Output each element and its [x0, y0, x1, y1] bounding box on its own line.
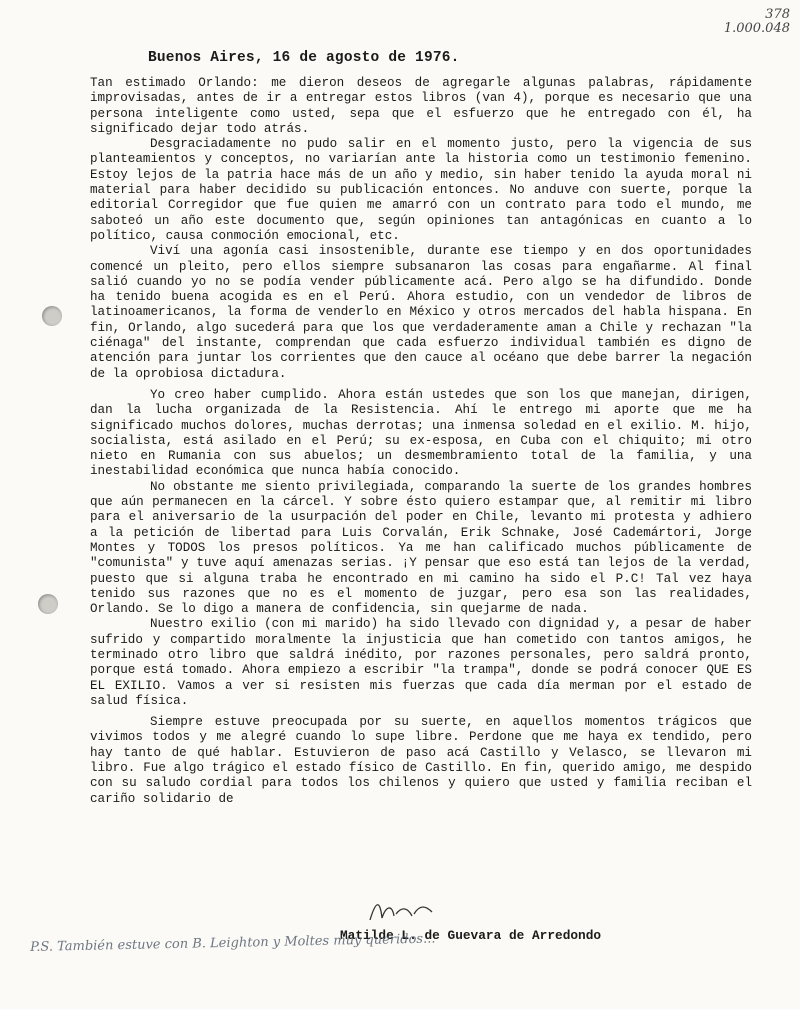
letter-paragraph: Siempre estuve preocupada por su suerte, en aquellos momentos trágicos que vivimos todos y me alegré cuando lo supe libre. Perdone que me haya ex tendido, pero hay tanto de qué hablar. Estuvieron de paso acá Castillo y Velasco, se llevaron mi libro. Fue algo trágico el estado físico de Castillo. En fin, querido amigo, me despido con su saludo cordial para todos los chilenos y quiero que usted y familia reciban el cariño solidario de — [90, 715, 752, 806]
handwritten-postscript: P.S. También estuve con B. Leighton y Moltes muy queridos... — [30, 931, 436, 955]
letter-body — [90, 76, 752, 807]
punch-hole — [42, 306, 62, 326]
letter-paragraph: Viví una agonía casi insostenible, durante ese tiempo y en dos oportunidades comencé un pleito, pero ellos siempre subsanaron las cosas para engañarme. Al final salió cuando yo no se podía vender públicamente acá. Pero algo se ha difundido. Donde ha tenido buena acogida es en el Perú. Ahora estudio, con un vendedor de libros de latinoamericanos, la forma de venderlo en México y otros mercados del habla hispana. En fin, Orlando, algo sucederá para que los que verdaderamente aman a Chile y rechazan "la ciénaga" del instante, comprendan que cada esfuerzo individual también es digno de atención para juntar los corrientes que den cauce al océano que debe barrer la negación de la oprobiosa dictadura. — [90, 244, 752, 381]
signature: Matilde L. de Guevara de Arredondo — [340, 928, 602, 943]
handwritten-initials — [366, 896, 436, 926]
letter-paragraph: Yo creo haber cumplido. Ahora están ustedes que son los que manejan, dirigen, dan la lucha organizada de la Resistencia. Ahí le entrego mi aporte que me ha significado muchos dolores, muchas derrotas; una inmensa soledad en el exilio. M. hijo, socialista, está asilado en el Perú; su ex-esposa, en Cuba con el chiquito; mi otro nieto en Rumania con sus abuelos; un desmembramiento total de la familia, y una inestabilidad económica que nunca había conocido. — [90, 387, 752, 479]
archive-reference — [710, 8, 790, 36]
punch-hole — [38, 594, 58, 614]
letter-paragraph: Nuestro exilio (con mi marido) ha sido llevado con dignidad y, a pesar de haber sufrido y compartido moralmente la injusticia que han cometido con tantos amigos, he terminado otro libro que saldrá inédito, por razones personales, pero saldrá pronto, porque está tomado. Ahora empiezo a escribir "la trampa", donde se podrá conocer QUE ES EL EXILIO. Vamos a ver si resisten mis fuerzas que cada día merman por el estado de salud física. — [90, 617, 752, 708]
archive-catalog-number: 1.000.048 — [723, 21, 790, 36]
letter-date-heading: Buenos Aires, 16 de agosto de 1976. — [148, 50, 460, 66]
archive-number: 378 — [765, 7, 790, 22]
letter-paragraph: Desgraciadamente no pudo salir en el momento justo, pero la vigencia de sus planteamientos y conceptos, no variarían ante la historia como un testimonio femenino. Estoy lejos de la patria hace más de un año y medio, sin haber tenido la ayuda moral ni material para haber decidido su publicación entonces. No anduve con suerte, porque la editorial Corregidor que fue quien me amarró con un contrato para todo el mundo, me saboteó un año este documento que, según opiniones tan antagónicas en cuanto a lo político, causa conmoción emocional, etc. — [90, 137, 752, 243]
letter-paragraph: Tan estimado Orlando: me dieron deseos de agregarle algunas palabras, rápidamente improvisadas, antes de ir a entregar estos libros (van 4), porque es necesario que una persona inteligente como usted, sepa que el esfuerzo que he entregado con él, ha significado dejar todo atrás. — [90, 76, 752, 136]
letter-paragraph: No obstante me siento privilegiada, comparando la suerte de los grandes hombres que aún permanecen en la cárcel. Y sobre ésto quiero estampar que, al remitir mi libro para el aniversario de la usurpación del poder en Chile, levanto mi protesta y adhiero a la petición de libertad para Luis Corvalán, Erik Schnake, José Cademártori, Jorge Montes y TODOS los presos políticos. Ya me han calificado muchos públicamente de "comunista" y tuve aquí amenazas serias. ¡Y pensar que eso está tan lejos de la verdad, puesto que si alguna traba he encontrado en mi camino ha sido el P.C! Tal vez haya tenido sus razones que no es el momento de juzgar, pero esa son las realidades, Orlando. Se lo digo a manera de confidencia, sin quejarme de nada. — [90, 479, 752, 617]
